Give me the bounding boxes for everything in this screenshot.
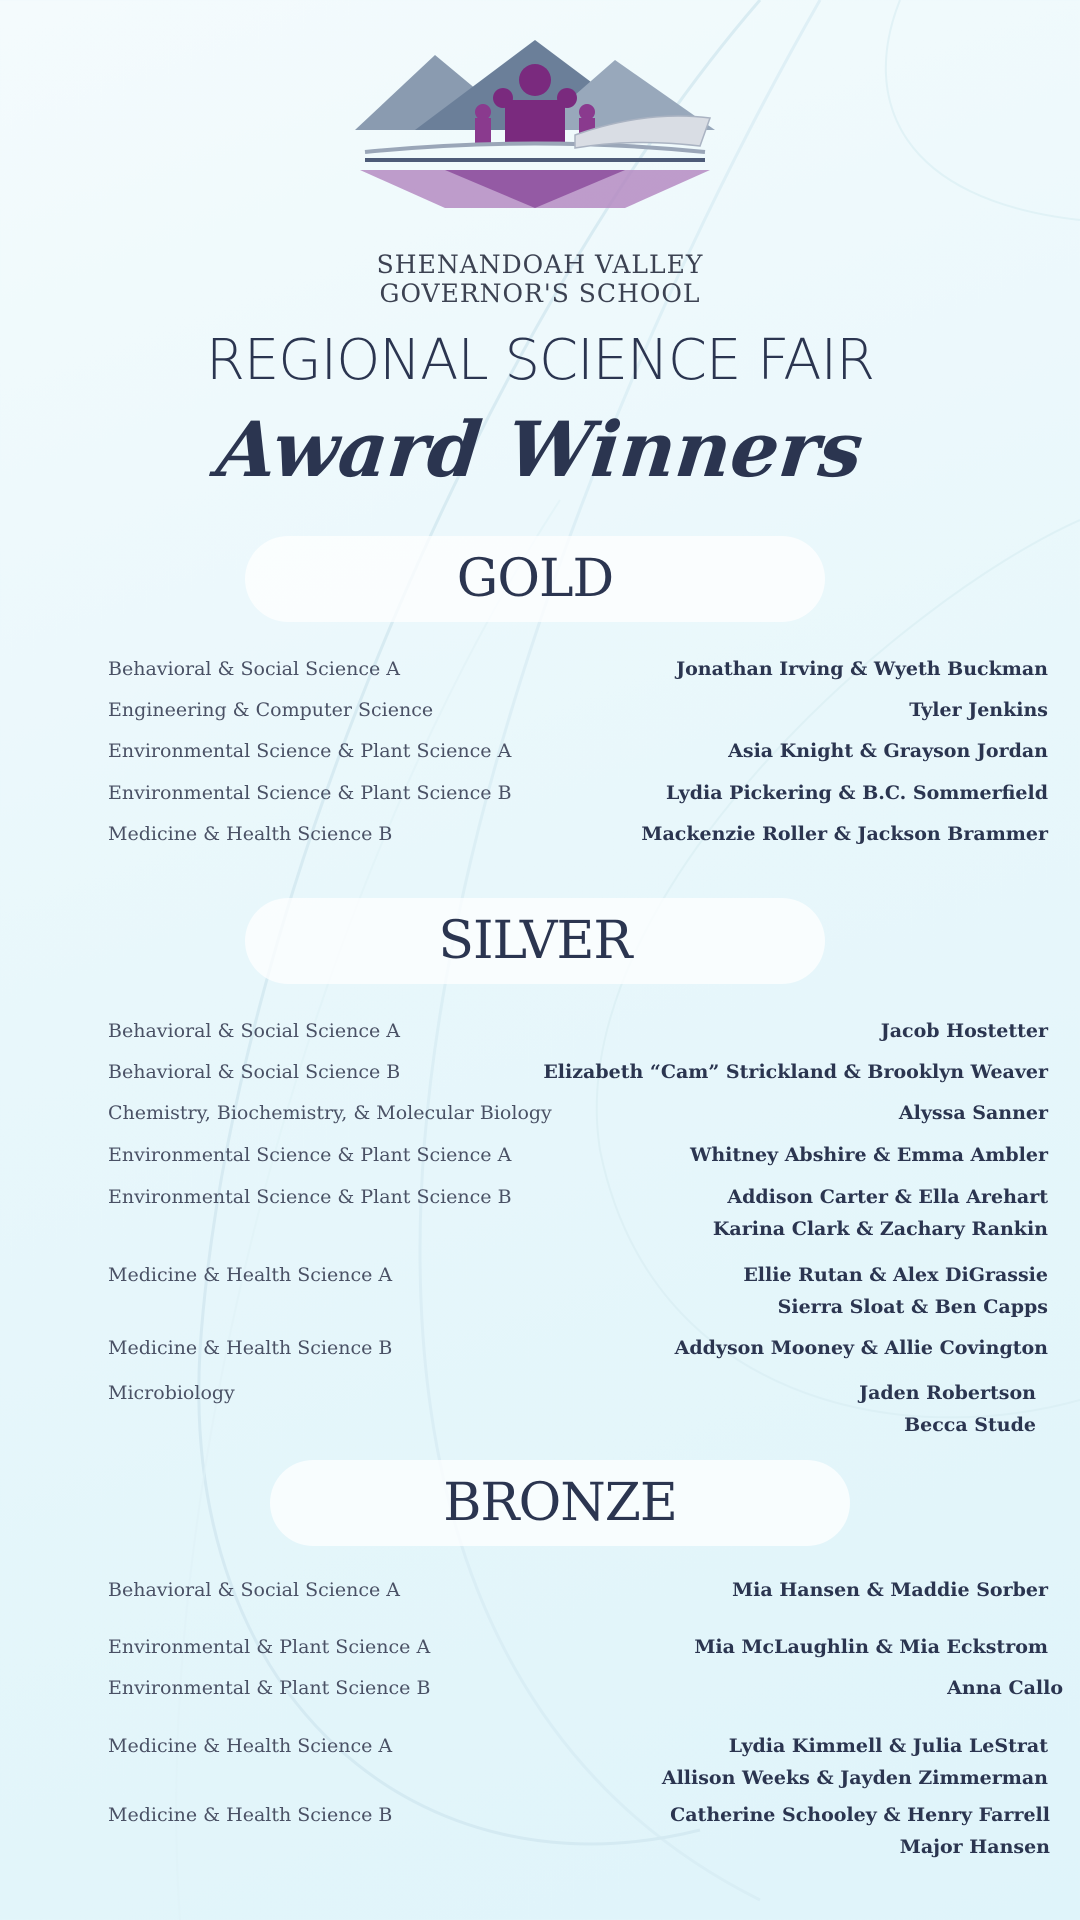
- silver-row: [108, 1376, 1036, 1436]
- gold-winners: Tyler Jenkins: [909, 699, 1048, 721]
- bronze-winners: Anna Callo: [947, 1677, 1063, 1699]
- bronze-winners: Mia McLaughlin & Mia Eckstrom: [694, 1636, 1048, 1658]
- silver-row: [108, 1055, 1048, 1089]
- silver-row: [108, 1138, 1048, 1172]
- gold-category: Medicine & Health Science B: [108, 823, 393, 845]
- school-name-line-1: SHENANDOAH VALLEY: [376, 250, 704, 279]
- gold-category: Engineering & Computer Science: [108, 699, 434, 721]
- bronze-category: Medicine & Health Science B: [108, 1804, 393, 1826]
- page-subtitle: Award Winners: [212, 405, 868, 494]
- silver-category: Environmental Science & Plant Science A: [108, 1144, 512, 1166]
- silver-winners: Alyssa Sanner: [898, 1102, 1048, 1124]
- page-title: REGIONAL SCIENCE FAIR: [205, 328, 874, 393]
- bronze-winners-second: Major Hansen: [899, 1836, 1050, 1858]
- silver-winners: Jacob Hostetter: [880, 1020, 1048, 1042]
- silver-winners: Ellie Rutan & Alex DiGrassie: [743, 1264, 1048, 1286]
- silver-row: [108, 1258, 1048, 1318]
- silver-winners-second: Becca Stude: [904, 1414, 1036, 1436]
- silver-row: [108, 1180, 1048, 1240]
- gold-row: [108, 817, 1048, 851]
- school-logo: [355, 40, 715, 210]
- gold-category: Environmental Science & Plant Science A: [108, 740, 512, 762]
- bronze-row: [108, 1798, 1050, 1858]
- bronze-row: [108, 1573, 1048, 1607]
- silver-winners: Jaden Robertson: [859, 1382, 1036, 1404]
- silver-category: Chemistry, Biochemistry, & Molecular Biology: [108, 1102, 552, 1124]
- gold-winners: Mackenzie Roller & Jackson Brammer: [641, 823, 1048, 845]
- silver-winners: Addison Carter & Ella Arehart: [727, 1186, 1048, 1208]
- bronze-winners: Catherine Schooley & Henry Farrell: [670, 1804, 1050, 1826]
- bronze-row: [108, 1729, 1048, 1789]
- bronze-category: Medicine & Health Science A: [108, 1735, 393, 1757]
- silver-category: Environmental Science & Plant Science B: [108, 1186, 512, 1208]
- school-name-line-2: GOVERNOR'S SCHOOL: [379, 279, 701, 308]
- bronze-category: Environmental & Plant Science A: [108, 1636, 431, 1658]
- gold-section-heading: [245, 536, 825, 622]
- silver-category: Behavioral & Social Science B: [108, 1061, 401, 1083]
- silver-winners: Whitney Abshire & Emma Ambler: [689, 1144, 1048, 1166]
- silver-category: Medicine & Health Science A: [108, 1264, 393, 1286]
- silver-row: [108, 1331, 1048, 1365]
- silver-winners-second: Sierra Sloat & Ben Capps: [777, 1296, 1048, 1318]
- gold-row: [108, 693, 1048, 727]
- gold-winners: Lydia Pickering & B.C. Sommerfield: [666, 782, 1048, 804]
- silver-category: Medicine & Health Science B: [108, 1337, 393, 1359]
- silver-label: SILVER: [438, 911, 632, 971]
- bronze-category: Behavioral & Social Science A: [108, 1579, 400, 1601]
- silver-row: [108, 1014, 1048, 1048]
- silver-winners-second: Karina Clark & Zachary Rankin: [712, 1218, 1048, 1240]
- gold-winners: Asia Knight & Grayson Jordan: [728, 740, 1048, 762]
- bronze-label: BRONZE: [443, 1473, 677, 1533]
- bronze-winners-second: Allison Weeks & Jayden Zimmerman: [661, 1767, 1048, 1789]
- gold-label: GOLD: [456, 549, 614, 609]
- silver-category: Microbiology: [108, 1382, 235, 1404]
- bronze-section-heading: [270, 1460, 850, 1546]
- bronze-category: Environmental & Plant Science B: [108, 1677, 431, 1699]
- gold-row: [108, 734, 1048, 768]
- silver-section-heading: [245, 898, 825, 984]
- gold-category: Behavioral & Social Science A: [108, 658, 400, 680]
- silver-winners: Addyson Mooney & Allie Covington: [674, 1337, 1048, 1359]
- gold-winners: Jonathan Irving & Wyeth Buckman: [676, 658, 1048, 680]
- bronze-winners: Lydia Kimmell & Julia LeStrat: [728, 1735, 1048, 1757]
- bronze-row: [108, 1630, 1048, 1664]
- silver-row: [108, 1096, 1048, 1130]
- bronze-winners: Mia Hansen & Maddie Sorber: [732, 1579, 1048, 1601]
- silver-category: Behavioral & Social Science A: [108, 1020, 400, 1042]
- silver-winners: Elizabeth “Cam” Strickland & Brooklyn Weaver: [543, 1061, 1048, 1083]
- bronze-row: [108, 1671, 1063, 1705]
- gold-row: [108, 776, 1048, 810]
- gold-category: Environmental Science & Plant Science B: [108, 782, 512, 804]
- gold-row: [108, 652, 1048, 686]
